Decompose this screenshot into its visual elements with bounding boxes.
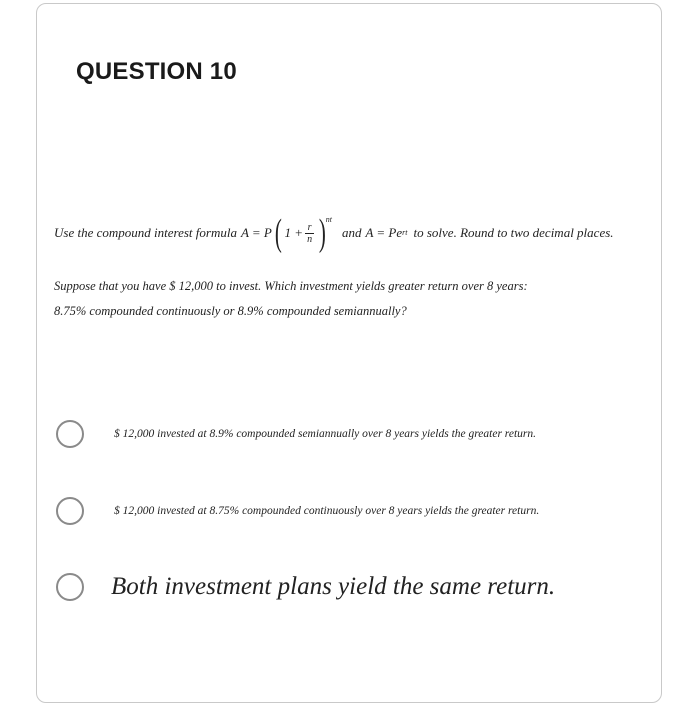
fraction-numerator: r <box>307 221 312 233</box>
answer-option-2-label[interactable]: $ 12,000 invested at 8.75% compounded continuously over 8 years yields the greater return. <box>114 505 540 517</box>
answer-option-3[interactable] <box>56 573 555 601</box>
instruction-lead: Use the compound interest formula <box>54 225 237 240</box>
answer-option-1-label[interactable]: $ 12,000 invested at 8.9% compounded semiannually over 8 years yields the greater return. <box>114 428 537 440</box>
instruction-tail: to solve. Round to two decimal places. <box>413 225 614 240</box>
radio-button-3[interactable] <box>56 573 84 601</box>
prompt-line-2: 8.75% compounded continuously or 8.9% compounded semiannually? <box>54 304 407 318</box>
prompt-line-1: Suppose that you have $ 12,000 to invest. Which investment yields greater return over 8 years: <box>54 279 528 293</box>
question-title: QUESTION 10 <box>76 58 237 85</box>
formula-instruction: Use the compound interest formula A = P ( 1 + $\frac{r}{n}$ ) nt and A = Pe rt to solve. Round to two decimal places. <box>54 212 614 254</box>
open-paren: ( <box>274 212 282 254</box>
formula-prefix: A = P <box>240 225 272 240</box>
formula2-prefix: A = Pe <box>365 225 403 240</box>
fraction-denominator: n <box>307 233 313 245</box>
radio-button-2[interactable] <box>56 497 84 525</box>
answer-option-2[interactable] <box>56 497 539 525</box>
answer-option-3-label[interactable]: Both investment plans yield the same return. <box>111 573 556 600</box>
answer-option-1[interactable] <box>56 420 536 448</box>
radio-button-1[interactable] <box>56 420 84 448</box>
one-plus: 1 + <box>284 225 304 240</box>
and-text: and <box>341 225 362 240</box>
close-paren: ) <box>318 212 326 254</box>
formula-exponent: nt <box>325 214 332 224</box>
rate-fraction <box>305 222 314 245</box>
